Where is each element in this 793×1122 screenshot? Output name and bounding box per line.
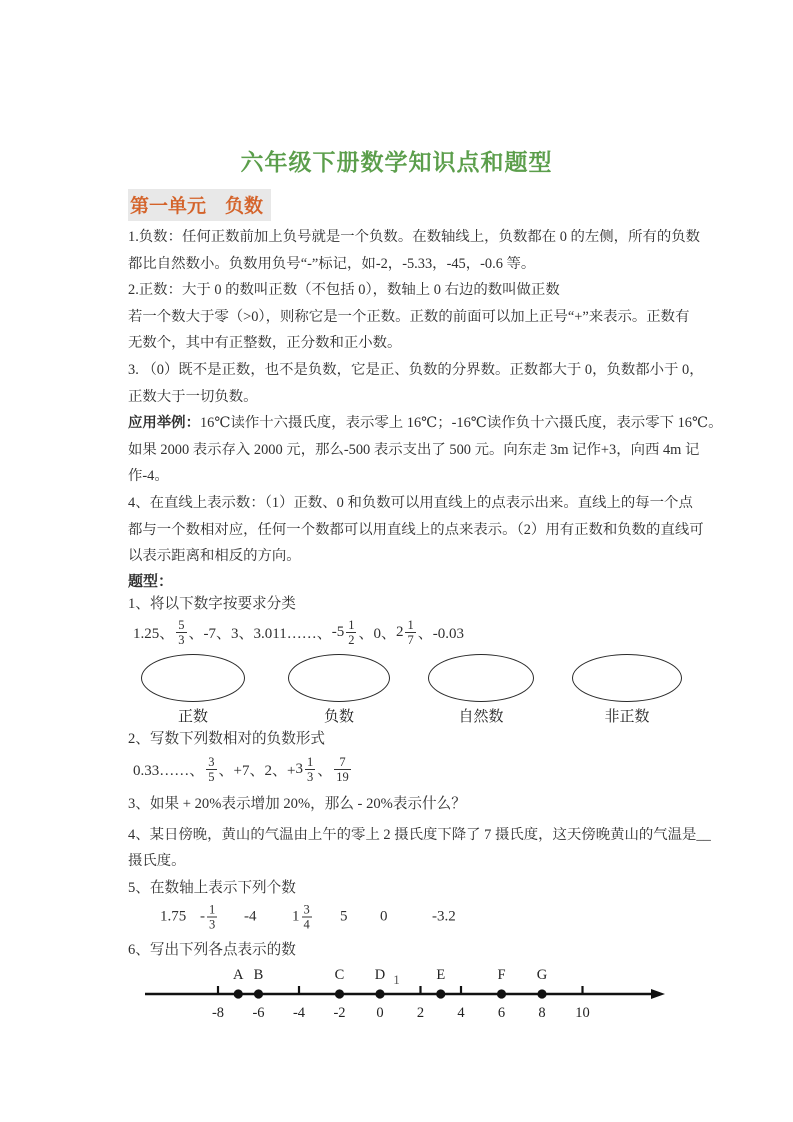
svg-text:-8: -8 — [211, 1004, 225, 1021]
knowledge-line: 若一个数大于零（>0），则称它是一个正数。正数的前面可以加上正号“+”来表示。正数有 — [128, 308, 690, 325]
category-label: 非正数 — [604, 708, 650, 725]
knowledge-line: 都比自然数小。负数用负号“-”标记，如-2，-5.33，-45，-0.6 等。 — [128, 255, 536, 272]
exercises-heading: 题型： — [128, 573, 174, 590]
svg-text:10: 10 — [575, 1004, 590, 1021]
knowledge-line: 1.负数：任何正数前加上负号就是一个负数。在数轴线上，负数都在 0 的左侧，所有的负数 — [128, 229, 701, 245]
category-oval — [572, 654, 682, 702]
svg-text:F: F — [497, 966, 506, 983]
category-group-positive — [141, 654, 245, 726]
svg-text:8: 8 — [538, 1004, 546, 1021]
svg-text:-2: -2 — [333, 1004, 346, 1021]
q6-prompt: 6、写出下列各点表示的数 — [128, 941, 296, 958]
svg-text:A: A — [233, 966, 244, 983]
q3-prompt: 3、如果 + 20%表示增加 20%，那么 - 20%表示什么？ — [128, 795, 466, 812]
svg-text:-4: -4 — [292, 1004, 306, 1021]
q1-prompt: 1、将以下数字按要求分类 — [128, 595, 296, 612]
q5-number-list: 1.75 - $\frac{1}{3}$ -4 1 $\frac{3}{4}$ 5 0 -3.2 — [160, 902, 456, 932]
category-oval — [428, 654, 534, 702]
knowledge-line: 2.正数：大于 0 的数叫正数（不包括 0），数轴上 0 右边的数叫做正数 — [128, 282, 560, 299]
svg-text:-6: -6 — [252, 1004, 265, 1021]
q2-prompt: 2、写数下列数相对的负数形式 — [128, 730, 326, 747]
category-label: 负数 — [323, 708, 354, 725]
category-group-natural — [428, 654, 534, 726]
knowledge-line: 都与一个数相对应，任何一个数都可以用直线上的点来表示。（2）用有正数和负数的直线可 — [128, 521, 704, 538]
knowledge-line: 如果 2000 表示存入 2000 元，那么-500 表示支出了 500 元。向东走 3m 记作+3，向西 4m 记 — [128, 441, 700, 458]
knowledge-line: 4、在直线上表示数：（1）正数、0 和负数可以用直线上的点表示出来。直线上的每一个点 — [128, 494, 693, 511]
knowledge-line: 以表示距离和相反的方向。 — [128, 548, 301, 565]
q1-number-list: 1.25、 $\frac{5}{3}$ 、-7、3、3.011……、 -5 $\frac{1}{2}$ 、0、 2 $\frac{1}{7}$ 、-0.03 — [133, 618, 464, 648]
section-header: 第一单元 负数 — [128, 189, 271, 221]
page-number: 1 — [393, 972, 400, 987]
svg-text:6: 6 — [497, 1004, 506, 1021]
q2-number-list: 0.33……、 $\frac{3}{5}$ 、+7、2、+ 3 $\frac{1}{3}$ 、 $\frac{7}{19}$ — [133, 755, 349, 785]
knowledge-line: 正数大于一切负数。 — [128, 388, 258, 405]
knowledge-line: 作-4。 — [128, 468, 169, 485]
category-group-negative — [288, 654, 390, 726]
svg-text:2: 2 — [416, 1004, 425, 1021]
svg-text:E: E — [436, 966, 446, 983]
knowledge-line: 3. （0）既不是正数，也不是负数，它是正、负数的分界数。正数都大于 0，负数都小于 0， — [128, 361, 704, 378]
content-area — [128, 189, 723, 1027]
svg-text:B: B — [253, 966, 264, 983]
category-label: 自然数 — [458, 708, 504, 725]
svg-text:4: 4 — [457, 1004, 465, 1021]
svg-text:G: G — [536, 966, 548, 983]
category-label: 正数 — [177, 708, 208, 725]
category-oval — [288, 654, 390, 702]
category-oval — [141, 654, 245, 702]
q4-prompt: 4、某日傍晚，黄山的气温由上午的零上 2 摄氏度下降了 7 摄氏度，这天傍晚黄山的气温是__ — [128, 826, 711, 843]
knowledge-line: 无数个，其中有正整数，正分数和正小数。 — [128, 335, 402, 352]
svg-text:0: 0 — [376, 1004, 384, 1021]
svg-text:D: D — [374, 966, 386, 983]
page-title: 六年级下册数学知识点和题型 — [240, 149, 553, 175]
svg-text:C: C — [334, 966, 345, 983]
q4-continuation: 摄氏度。 — [128, 853, 186, 870]
knowledge-line: 应用举例：16℃读作十六摄氏度，表示零上 16℃；-16℃读作负十六摄氏度，表示零下 16℃。 — [128, 415, 723, 432]
category-group-nonpositive — [572, 654, 682, 726]
q5-prompt: 5、在数轴上表示下列个数 — [128, 879, 296, 896]
classification-ovals — [128, 654, 673, 728]
